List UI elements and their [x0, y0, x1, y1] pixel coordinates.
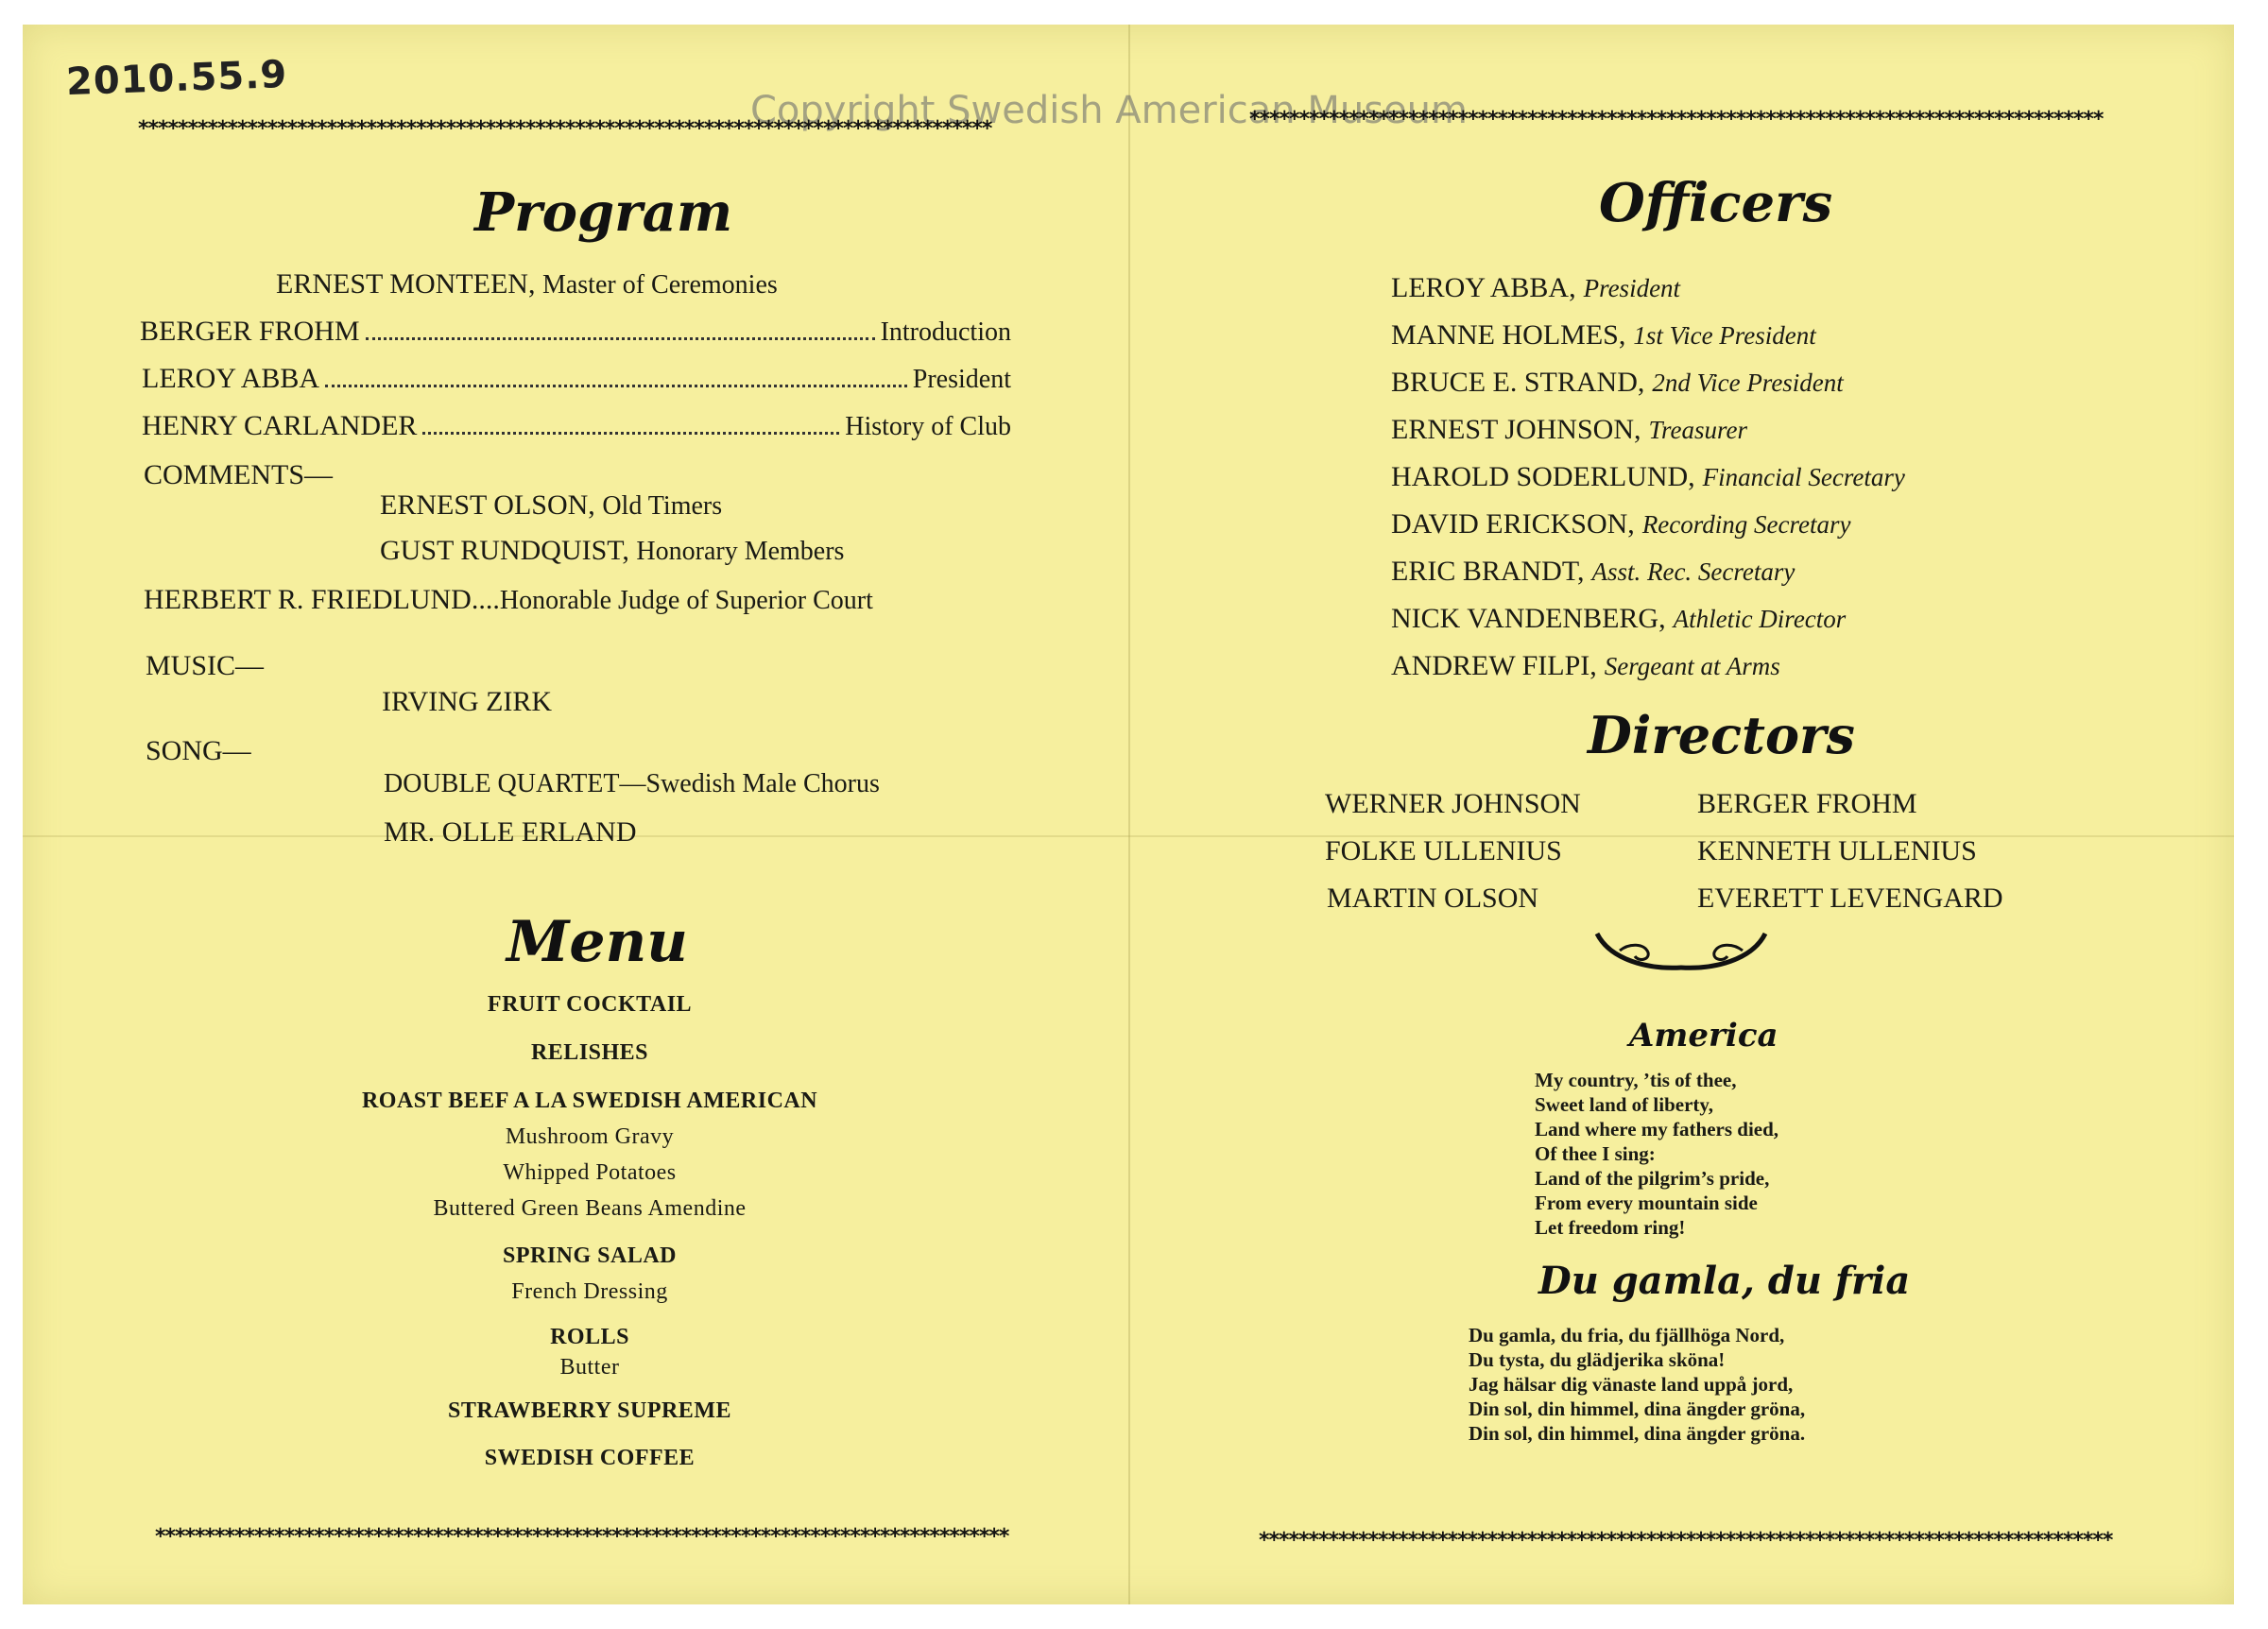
lyric-line: Land of the pilgrim’s pride, [1535, 1167, 1770, 1190]
music-performer: IRVING ZIRK [382, 686, 553, 717]
program-row [142, 363, 1011, 395]
america-lyrics [1535, 1068, 1778, 1240]
mc-name: ERNEST MONTEEN, [276, 268, 536, 300]
officer-name: ERNEST JOHNSON, [1391, 414, 1641, 445]
menu-item: Mushroom Gravy [505, 1124, 675, 1149]
star-border-top-left: ************************************************************************************** [138, 117, 992, 141]
program-row-name: LEROY ABBA [142, 363, 320, 394]
director-name: FOLKE ULLENIUS [1325, 835, 1562, 866]
menu-item: SWEDISH COFFEE [484, 1446, 696, 1470]
director-name: BERGER FROHM [1697, 788, 1917, 819]
officer-title: Financial Secretary [1702, 463, 1905, 491]
director-name: EVERETT LEVENGARD [1697, 883, 2003, 914]
comment-role: Honorary Members [636, 537, 845, 566]
lyric-line: Sweet land of liberty, [1535, 1093, 1713, 1116]
lyric-line: Land where my fathers died, [1535, 1118, 1779, 1140]
director-name: MARTIN OLSON [1327, 883, 1539, 914]
officers-heading: Officers [1599, 172, 1833, 234]
lyric-line: From every mountain side [1535, 1192, 1758, 1214]
song-line: DOUBLE QUARTET—Swedish Male Chorus [384, 769, 880, 798]
officer-name: NICK VANDENBERG, [1391, 603, 1666, 634]
officer-title: Sergeant at Arms [1604, 652, 1780, 680]
menu-heading: Menu [507, 909, 688, 975]
officer-name: HAROLD SODERLUND, [1391, 461, 1695, 492]
officer-name: ANDREW FILPI, [1391, 650, 1597, 681]
leader-dots [366, 337, 875, 340]
star-border-bottom-right: ************************************************************************************** [1259, 1529, 2113, 1552]
officer-row [1391, 367, 1844, 399]
leader-dots [422, 432, 839, 435]
menu-item: ROLLS [550, 1325, 629, 1349]
star-border-top-right: ************************************************************************************** [1249, 108, 2104, 131]
comment-entry [380, 489, 722, 522]
officer-title: Recording Secretary [1641, 510, 1851, 539]
director-name: KENNETH ULLENIUS [1697, 835, 1977, 866]
lyric-line: Of thee I sing: [1535, 1142, 1656, 1165]
lyric-line: Let freedom ring! [1535, 1216, 1686, 1239]
america-heading: America [1629, 1017, 1778, 1055]
music-label: MUSIC— [146, 650, 265, 681]
du-gamla-heading: Du gamla, du fria [1538, 1259, 1911, 1303]
ornament-flourish [1591, 922, 1771, 988]
officer-row [1391, 603, 1846, 635]
officer-title: President [1583, 274, 1681, 302]
song-line: MR. OLLE ERLAND [384, 816, 637, 848]
lyric-line: Din sol, din himmel, dina ängder gröna, [1469, 1398, 1806, 1420]
officer-title: 2nd Vice President [1652, 369, 1844, 397]
officer-row [1391, 556, 1795, 588]
officer-row [1391, 414, 1747, 446]
officer-row [1391, 319, 1816, 352]
comment-name: GUST RUNDQUIST, [380, 535, 629, 566]
officer-row [1391, 508, 1850, 540]
menu-item: Buttered Green Beans Amendine [433, 1196, 747, 1221]
officer-name: DAVID ERICKSON, [1391, 508, 1635, 540]
accession-number: 2010.55.9 [65, 52, 288, 105]
program-row-name: HENRY CARLANDER [142, 410, 418, 441]
officer-title: Athletic Director [1673, 605, 1847, 633]
officer-title: Treasurer [1648, 416, 1748, 444]
officer-name: MANNE HOLMES, [1391, 319, 1626, 351]
officer-title: 1st Vice President [1633, 321, 1816, 350]
lyric-line: Din sol, din himmel, dina ängder gröna. [1469, 1422, 1806, 1445]
officer-name: ERIC BRANDT, [1391, 556, 1585, 587]
program-row-role: President [912, 365, 1011, 394]
lyric-line: Du tysta, du glädjerika sköna! [1469, 1348, 1726, 1371]
officer-row [1391, 272, 1680, 304]
officer-name: LEROY ABBA, [1391, 272, 1576, 303]
menu-item: ROAST BEEF A LA SWEDISH AMERICAN [361, 1089, 818, 1113]
menu-item: SPRING SALAD [502, 1243, 678, 1268]
officer-name: BRUCE E. STRAND, [1391, 367, 1645, 398]
officer-title: Asst. Rec. Secretary [1591, 557, 1796, 586]
program-row-role: History of Club [845, 412, 1011, 441]
menu-item: RELISHES [530, 1040, 649, 1065]
lyric-line: Du gamla, du fria, du fjällhöga Nord, [1469, 1324, 1785, 1346]
mc-role: Master of Ceremonies [541, 270, 778, 300]
director-name: WERNER JOHNSON [1325, 788, 1581, 819]
song-label: SONG— [146, 735, 251, 766]
judge-name: HERBERT R. FRIEDLUND.... [144, 584, 500, 615]
officer-row [1391, 461, 1905, 493]
officer-row [1391, 650, 1780, 682]
program-heading: Program [474, 181, 733, 244]
directors-heading: Directors [1588, 705, 1855, 765]
leader-dots [325, 385, 907, 387]
program-row [140, 316, 1011, 348]
lyric-line: My country, ’tis of thee, [1535, 1069, 1737, 1091]
judge-role: Honorable Judge of Superior Court [499, 586, 873, 615]
menu-item: Whipped Potatoes [503, 1160, 677, 1185]
menu-item: STRAWBERRY SUPREME [448, 1398, 731, 1423]
menu-item: FRUIT COCKTAIL [487, 992, 693, 1017]
comment-role: Old Timers [602, 491, 723, 521]
center-fold [1128, 25, 1130, 1604]
judge-row [144, 584, 873, 616]
copyright-watermark: Copyright Swedish American Museum [750, 89, 1468, 132]
program-mc [276, 268, 778, 300]
lyric-line: Jag hälsar dig vänaste land uppå jord, [1469, 1373, 1794, 1396]
du-gamla-lyrics [1469, 1323, 1805, 1446]
program-sheet [23, 25, 2234, 1604]
program-row-role: Introduction [880, 317, 1011, 347]
star-border-bottom-left: ************************************************************************************** [155, 1525, 1009, 1549]
program-row [142, 410, 1011, 442]
program-row-name: BERGER FROHM [140, 316, 360, 347]
menu-item: French Dressing [511, 1279, 668, 1304]
comments-label: COMMENTS— [144, 459, 334, 490]
menu-item: Butter [559, 1355, 620, 1380]
comment-name: ERNEST OLSON, [380, 489, 595, 521]
comment-entry [380, 535, 844, 567]
